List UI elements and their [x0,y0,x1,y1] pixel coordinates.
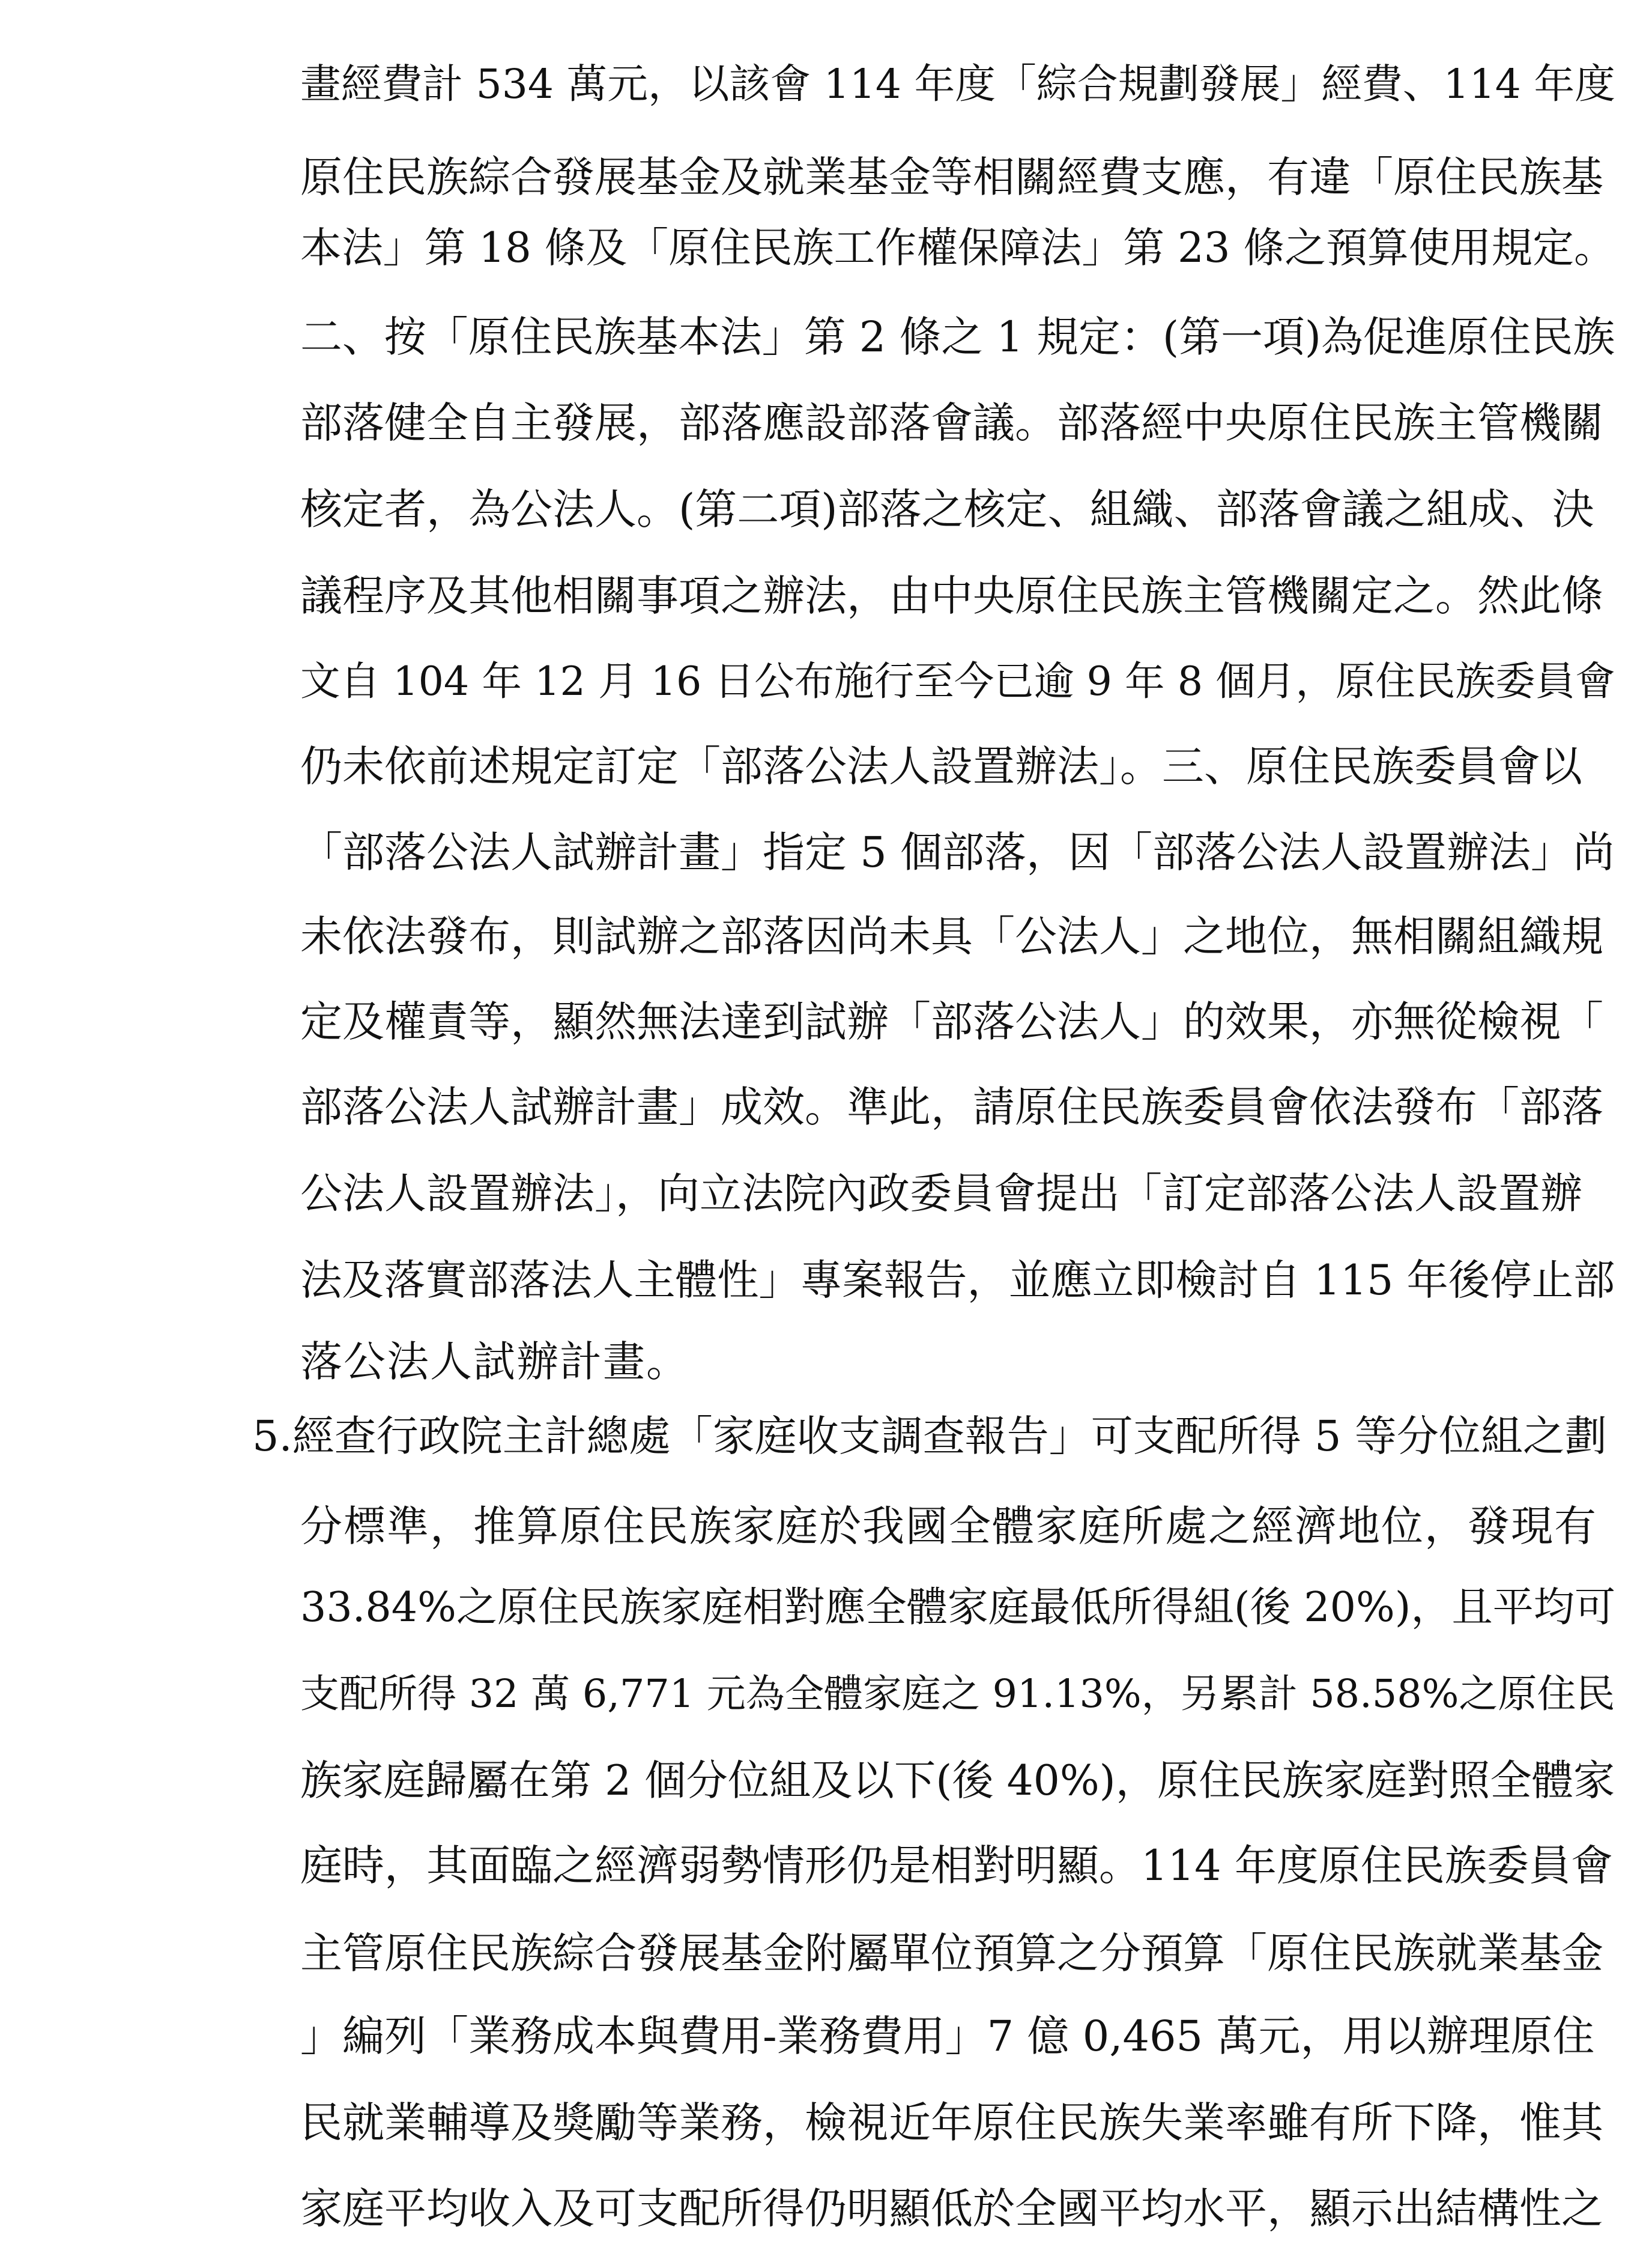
text-line: 部落健全自主發展，部落應設部落會議。部落經中央原住民族主管機關 [300,398,1603,447]
text-line: 文自 104 年 12 月 16 日公布施行至今已逾 9 年 8 個月，原住民族委員會 [300,658,1615,705]
text-line: 二、按「原住民族基本法」第 2 條之 1 規定：(第一項)為促進原住民族 [300,313,1615,362]
text-line: 議程序及其他相關事項之辦法，由中央原住民族主管機關定之。然此條 [300,571,1603,620]
text-line: 本法」第 18 條及「原住民族工作權保障法」第 23 條之預算使用規定。 [300,224,1615,272]
text-line: 畫經費計 534 萬元，以該會 114 年度「綜合規劃發展」經費、114 年度 [300,60,1615,108]
text-line: 公法人設置辦法」，向立法院內政委員會提出「訂定部落公法人設置辦 [300,1169,1582,1218]
text-line: 庭時，其面臨之經濟弱勢情形仍是相對明顯。114 年度原住民族委員會 [300,1841,1613,1890]
text-line: 族家庭歸屬在第 2 個分位組及以下(後 40%)，原住民族家庭對照全體家 [300,1757,1615,1805]
text-line: 落公法人試辦計畫。 [300,1337,689,1386]
text-line: 民就業輔導及獎勵等業務，檢視近年原住民族失業率雖有所下降，惟其 [300,2098,1603,2147]
text-line: 仍未依前述規定訂定「部落公法人設置辦法」。三、原住民族委員會以 [300,742,1582,791]
text-line: 」編列「業務成本與費用-業務費用」7 億 0,465 萬元，用以辦理原住 [300,2012,1595,2061]
text-line: 家庭平均收入及可支配所得仍明顯低於全國平均水平，顯示出結構性之 [300,2184,1603,2233]
text-line: 原住民族綜合發展基金及就業基金等相關經費支應，有違「原住民族基 [300,153,1603,202]
text-line: 「部落公法人試辦計畫」指定 5 個部落，因「部落公法人設置辦法」尚 [300,828,1615,877]
item-number-line: 5.經查行政院主計總處「家庭收支調查報告」可支配所得 5 等分位組之劃 [252,1411,1607,1461]
text-line: 33.84%之原住民族家庭相對應全體家庭最低所得組(後 20%)，且平均可 [300,1584,1616,1631]
text-line: 部落公法人試辦計畫」成效。準此，請原住民族委員會依法發布「部落 [300,1082,1603,1132]
text-line: 核定者，為公法人。(第二項)部落之核定、組織、部落會議之組成、決 [300,485,1594,534]
text-line: 支配所得 32 萬 6,771 元為全體家庭之 91.13%，另累計 58.58%之原住民 [300,1672,1615,1717]
text-line: 分標準，推算原住民族家庭於我國全體家庭所處之經濟地位，發現有 [300,1502,1597,1551]
text-line: 主管原住民族綜合發展基金附屬單位預算之分預算「原住民族就業基金 [300,1929,1603,1978]
text-line: 定及權責等，顯然無法達到試辦「部落公法人」的效果，亦無從檢視「 [300,997,1603,1046]
text-line: 未依法發布，則試辦之部落因尚未具「公法人」之地位，無相關組織規 [300,912,1603,961]
text-line: 法及落實部落法人主體性」專案報告，並應立即檢討自 115 年後停止部 [300,1257,1615,1305]
